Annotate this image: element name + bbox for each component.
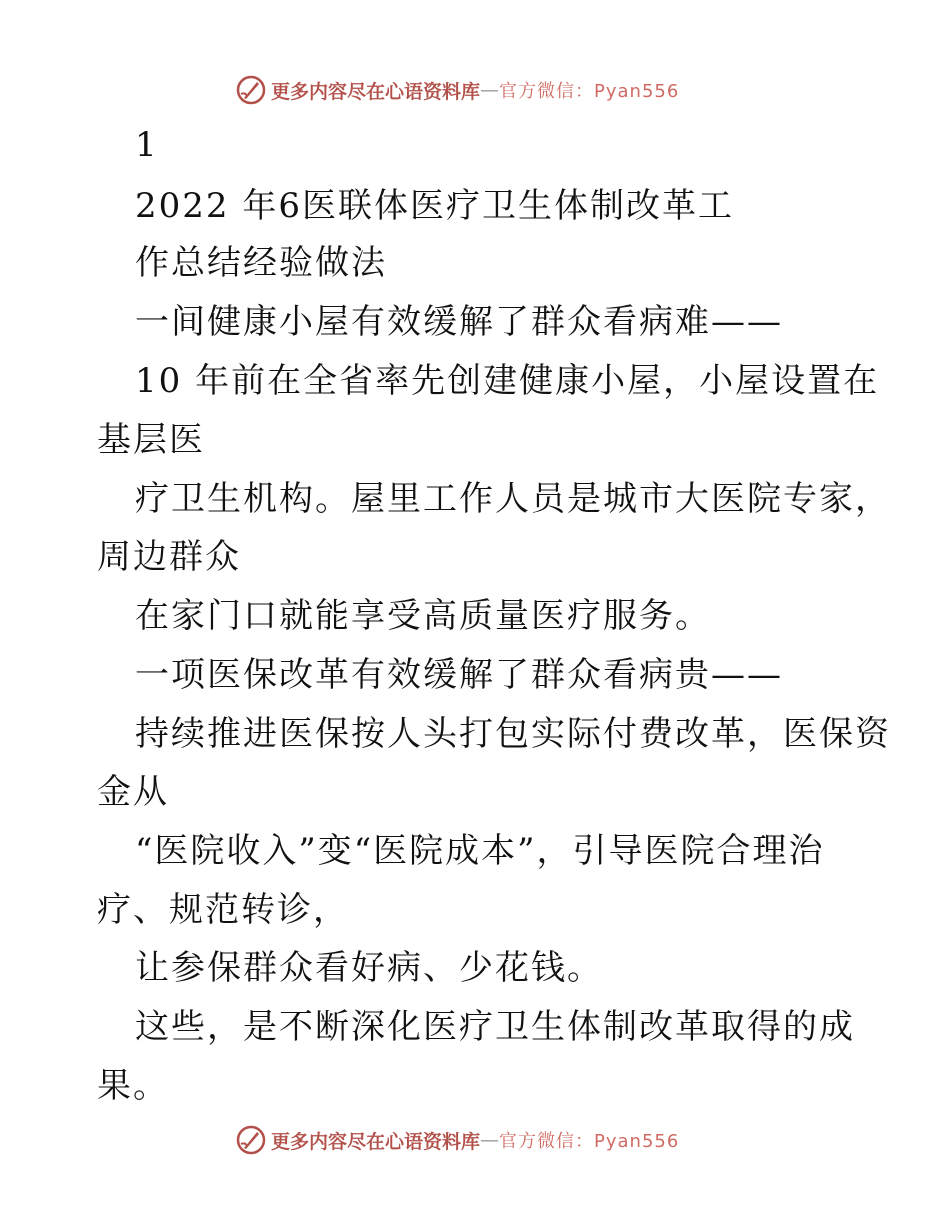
- paragraph-line: “医院收入”变“医院成本”，引导医院合理治: [135, 831, 825, 871]
- quill-pen-icon: [235, 1124, 267, 1156]
- watermark-wechat-text: 官方微信：Pyan556: [499, 81, 680, 102]
- paragraph-line: 一项医保改革有效缓解了群众看病贵——: [135, 655, 783, 695]
- paragraph-line: 一间健康小屋有效缓解了群众看病难——: [135, 302, 783, 342]
- watermark-site-text: 更多内容尽在心语资料库: [271, 1130, 481, 1153]
- watermark-site-text: 更多内容尽在心语资料库: [271, 80, 481, 103]
- paragraph-line: 在家门口就能享受高质量医疗服务。: [135, 596, 711, 636]
- paragraph-line: 基层医: [97, 420, 205, 460]
- page-number-line: 1: [135, 125, 159, 165]
- paragraph-line: 金从: [97, 772, 169, 812]
- paragraph-line: 让参保群众看好病、少花钱。: [135, 948, 603, 988]
- watermark-dash: —: [480, 1129, 500, 1151]
- paragraph-line: 持续推进医保按人头打包实际付费改革，医保资: [135, 714, 891, 754]
- paragraph-line: 果。: [97, 1066, 169, 1106]
- paragraph-line: 这些，是不断深化医疗卫生体制改革取得的成: [135, 1007, 855, 1047]
- title-line-1: 2022 年6医联体医疗卫生体制改革工: [135, 186, 734, 226]
- watermark-dash: —: [480, 79, 500, 101]
- quill-pen-icon: [235, 74, 267, 106]
- footer-watermark: [235, 1123, 679, 1157]
- watermark-wechat-text: 官方微信：Pyan556: [499, 1131, 680, 1152]
- paragraph-line: 疗、规范转诊，: [97, 890, 349, 930]
- paragraph-line: 周边群众: [97, 537, 241, 577]
- title-line-2: 作总结经验做法: [135, 243, 387, 283]
- header-watermark: [235, 73, 679, 107]
- paragraph-line: 10 年前在全省率先创建健康小屋，小屋设置在: [135, 361, 880, 401]
- paragraph-line: 疗卫生机构。屋里工作人员是城市大医院专家，: [135, 479, 891, 519]
